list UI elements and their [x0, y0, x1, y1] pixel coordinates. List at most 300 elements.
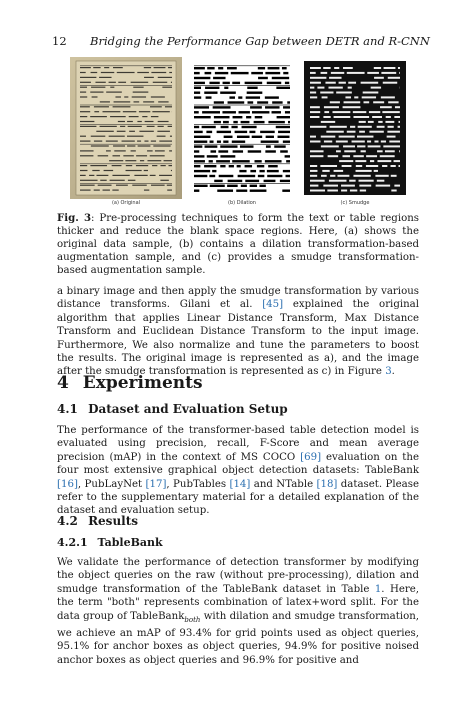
text-run: evaluation on the four most extensive graphical object detection datasets: TableBank	[57, 451, 419, 477]
text-stroke	[391, 175, 397, 177]
text-stroke	[342, 165, 352, 167]
citation-link[interactable]: [45]	[262, 299, 284, 311]
text-stroke	[232, 82, 240, 84]
text-stroke	[223, 82, 230, 84]
text-stroke	[239, 111, 250, 113]
text-stroke	[220, 92, 236, 94]
text-stroke	[194, 160, 205, 162]
text-stroke	[80, 155, 93, 156]
text-run: explained the original algorithm that applies Linear Distance Transform, Max Distance Transform and Euclidean Distance Transform to the input image. Furthermore, We also normalize and tune the parameters to boost the results. The original image is represented as a), and the image after the smudge transformation is represented as c) in Figure	[57, 299, 419, 378]
text-stroke	[96, 175, 108, 176]
paragraph-tablebank	[57, 556, 419, 667]
text-stroke	[80, 106, 90, 107]
text-stroke	[245, 82, 263, 84]
citation-link[interactable]: [16]	[57, 478, 78, 490]
text-stroke	[106, 150, 111, 151]
text-stroke	[374, 67, 381, 69]
text-run: and NTable	[250, 478, 317, 490]
text-stroke	[94, 190, 100, 191]
text-stroke	[96, 131, 113, 132]
figure-3	[70, 57, 408, 209]
text-stroke	[237, 165, 241, 167]
text-stroke	[324, 111, 329, 113]
text-stroke	[276, 126, 290, 128]
text-stroke	[310, 141, 320, 143]
text-stroke	[209, 160, 213, 162]
text-stroke	[214, 121, 221, 123]
table-rule	[194, 144, 290, 145]
text-stroke	[369, 131, 383, 133]
text-stroke	[398, 165, 400, 167]
text-stroke	[137, 141, 141, 142]
text-stroke	[268, 165, 278, 167]
text-stroke	[228, 101, 245, 103]
text-stroke	[272, 111, 281, 113]
text-stroke	[324, 141, 332, 143]
citation-link[interactable]: [14]	[229, 478, 251, 490]
text-stroke	[134, 175, 147, 176]
text-stroke	[131, 82, 149, 83]
text-stroke	[310, 126, 326, 128]
subsection-heading-dataset	[57, 402, 288, 416]
text-stroke	[194, 111, 199, 113]
text-stroke	[252, 136, 262, 138]
text-stroke	[310, 67, 321, 69]
page-number: 12	[52, 34, 67, 48]
text-stroke	[160, 165, 165, 166]
text-stroke	[371, 87, 381, 89]
text-stroke	[204, 165, 216, 167]
text-stroke	[384, 67, 396, 69]
text-stroke	[151, 141, 156, 142]
text-stroke	[206, 131, 212, 133]
table-rule	[80, 66, 172, 67]
text-stroke	[347, 72, 365, 74]
text-stroke	[250, 170, 256, 172]
text-stroke	[388, 101, 398, 103]
text-stroke	[363, 101, 369, 103]
text-run: The performance of the transformer-based table detection model is evaluated using precision, recall, F-Score and mean average precision (mAP) in the context of MS COCO	[57, 425, 419, 463]
text-stroke	[210, 141, 214, 143]
citation-link[interactable]: [18]	[316, 478, 338, 490]
text-stroke	[238, 96, 242, 98]
text-stroke	[100, 180, 106, 181]
subcaption-c: (c) Smudge	[340, 200, 370, 206]
text-stroke	[103, 111, 121, 112]
text-run: .	[391, 366, 395, 378]
text-stroke	[387, 131, 400, 133]
table-rule	[80, 105, 172, 106]
text-stroke	[138, 145, 151, 146]
text-stroke	[241, 185, 247, 187]
text-stroke	[383, 145, 400, 147]
text-stroke	[255, 160, 262, 162]
text-stroke	[112, 155, 120, 156]
text-stroke	[380, 106, 392, 108]
text-stroke	[334, 67, 339, 69]
text-stroke	[139, 111, 150, 112]
text-stroke	[113, 145, 125, 146]
text-stroke	[236, 190, 247, 192]
text-stroke	[250, 106, 262, 108]
text-stroke	[323, 67, 330, 69]
text-stroke	[360, 190, 366, 192]
text-stroke	[194, 175, 207, 177]
text-stroke	[194, 67, 205, 69]
text-stroke	[98, 185, 112, 186]
text-stroke	[258, 175, 264, 177]
figure-link[interactable]: 3	[385, 366, 392, 378]
text-stroke	[100, 126, 117, 127]
text-stroke	[336, 92, 352, 94]
text-stroke	[95, 82, 105, 83]
text-stroke	[378, 121, 382, 123]
text-stroke	[80, 116, 87, 117]
text-stroke	[383, 82, 397, 84]
text-stroke	[92, 96, 98, 97]
text-stroke	[144, 170, 148, 171]
text-stroke	[359, 131, 365, 133]
text-stroke	[80, 150, 94, 151]
table-rule	[194, 85, 290, 86]
text-stroke	[330, 101, 340, 103]
text-stroke	[264, 180, 276, 182]
text-stroke	[80, 180, 98, 181]
text-stroke	[377, 160, 391, 162]
text-stroke	[144, 77, 154, 78]
subsection-title: Results	[88, 514, 139, 528]
dilation-sample-image	[188, 57, 296, 199]
text-stroke	[94, 106, 109, 107]
text-stroke	[386, 116, 391, 118]
text-stroke	[147, 126, 155, 127]
text-stroke	[334, 116, 351, 118]
text-stroke	[248, 150, 261, 152]
text-stroke	[115, 96, 121, 97]
text-stroke	[283, 170, 290, 172]
text-stroke	[359, 121, 366, 123]
text-stroke	[285, 111, 290, 113]
text-stroke	[171, 170, 172, 171]
text-stroke	[381, 72, 396, 74]
text-stroke	[160, 180, 168, 181]
text-stroke	[124, 96, 128, 97]
text-stroke	[158, 77, 172, 78]
text-stroke	[368, 121, 374, 123]
table-rule	[80, 85, 172, 86]
text-stroke	[220, 165, 225, 167]
text-stroke	[194, 165, 200, 167]
text-stroke	[150, 106, 162, 107]
text-stroke	[385, 121, 394, 123]
text-stroke	[276, 87, 290, 89]
text-stroke	[374, 170, 378, 172]
text-stroke	[80, 72, 86, 73]
text-stroke	[240, 145, 254, 147]
text-stroke	[133, 101, 139, 102]
text-stroke	[224, 87, 228, 89]
text-stroke	[353, 111, 366, 113]
text-stroke	[223, 141, 228, 143]
text-stroke	[129, 131, 135, 132]
text-stroke	[363, 92, 379, 94]
text-stroke	[80, 165, 87, 166]
text-stroke	[98, 155, 109, 156]
text-stroke	[143, 101, 154, 102]
text-stroke	[355, 160, 366, 162]
text-stroke	[233, 121, 237, 123]
text-stroke	[112, 175, 129, 176]
text-stroke	[116, 185, 128, 186]
text-stroke	[92, 170, 99, 171]
text-stroke	[356, 165, 362, 167]
text-stroke	[352, 141, 365, 143]
subsection-title: Dataset and Evaluation Setup	[88, 402, 288, 416]
text-stroke	[171, 82, 172, 83]
text-stroke	[398, 67, 400, 69]
text-stroke	[283, 106, 290, 108]
text-stroke	[394, 160, 400, 162]
text-stroke	[310, 165, 317, 167]
text-run: with dilation and smudge transformation, we achieve an mAP of 93.4% for grid points used as object queries, 95.1% for anchor boxes as object queries, 94.9% for positive noised anchor boxes as object queries and 96.9% for positive and	[57, 610, 420, 666]
text-stroke	[280, 180, 290, 182]
text-stroke	[322, 170, 329, 172]
text-stroke	[377, 150, 383, 152]
text-stroke	[287, 101, 290, 103]
text-stroke	[132, 96, 146, 97]
text-stroke	[389, 141, 400, 143]
text-stroke	[321, 145, 339, 147]
text-stroke	[110, 116, 126, 117]
text-stroke	[288, 121, 290, 123]
text-stroke	[334, 170, 344, 172]
text-stroke	[283, 141, 290, 143]
text-stroke	[126, 170, 142, 171]
text-stroke	[205, 72, 212, 74]
text-stroke	[153, 82, 167, 83]
text-stroke	[280, 150, 288, 152]
text-stroke	[278, 136, 290, 138]
text-stroke	[341, 185, 355, 187]
text-stroke	[162, 87, 172, 88]
text-stroke	[80, 111, 90, 112]
text-stroke	[349, 180, 355, 182]
text-stroke	[374, 77, 384, 79]
text-stroke	[80, 175, 86, 176]
text-stroke	[158, 126, 164, 127]
text-stroke	[265, 72, 280, 74]
text-stroke	[229, 96, 235, 98]
text-stroke	[265, 106, 280, 108]
text-stroke	[317, 87, 324, 89]
text-stroke	[194, 141, 207, 143]
text-stroke	[232, 141, 245, 143]
subsection-heading-results	[57, 514, 138, 528]
text-stroke	[219, 175, 234, 177]
text-stroke	[286, 160, 290, 162]
text-stroke	[159, 141, 172, 142]
text-stroke	[249, 131, 255, 133]
text-stroke	[341, 190, 347, 192]
text-stroke	[221, 126, 229, 128]
text-stroke	[142, 116, 147, 117]
text-stroke	[233, 150, 243, 152]
text-stroke	[218, 150, 228, 152]
text-stroke	[339, 82, 346, 84]
text-stroke	[350, 190, 357, 192]
text-stroke	[158, 121, 169, 122]
text-stroke	[209, 175, 215, 177]
text-stroke	[109, 82, 116, 83]
text-stroke	[324, 106, 339, 108]
text-stroke	[259, 170, 264, 172]
text-stroke	[310, 150, 324, 152]
text-stroke	[147, 150, 153, 151]
text-stroke	[377, 180, 384, 182]
text-stroke	[267, 170, 279, 172]
text-stroke	[152, 165, 157, 166]
text-stroke	[144, 67, 151, 68]
text-stroke	[80, 141, 90, 142]
text-stroke	[132, 185, 147, 186]
text-stroke	[133, 92, 149, 93]
text-stroke	[194, 185, 208, 187]
text-stroke	[117, 131, 126, 132]
text-stroke	[323, 185, 338, 187]
text-stroke	[374, 141, 378, 143]
text-stroke	[165, 106, 172, 107]
text-stroke	[283, 72, 288, 74]
text-stroke	[267, 82, 281, 84]
smudge-sample-image	[302, 57, 408, 199]
text-stroke	[133, 87, 143, 88]
text-run: , PubLayNet	[77, 478, 146, 490]
table-rule	[194, 105, 290, 106]
text-stroke	[399, 150, 400, 152]
text-stroke	[210, 185, 225, 187]
text-stroke	[320, 165, 337, 167]
text-stroke	[223, 121, 229, 123]
text-stroke	[136, 155, 147, 156]
text-stroke	[388, 77, 400, 79]
table-rule	[80, 124, 172, 125]
text-stroke	[194, 82, 205, 84]
text-stroke	[250, 185, 257, 187]
text-stroke	[153, 145, 170, 146]
text-stroke	[368, 145, 381, 147]
text-stroke	[157, 131, 170, 132]
text-stroke	[382, 165, 387, 167]
text-stroke	[336, 141, 348, 143]
text-stroke	[117, 72, 135, 73]
text-stroke	[344, 150, 355, 152]
text-stroke	[106, 92, 122, 93]
text-stroke	[359, 180, 374, 182]
text-stroke	[80, 121, 94, 122]
text-stroke	[151, 72, 166, 73]
text-stroke	[382, 111, 399, 113]
figure-panel-smudge	[302, 57, 408, 199]
text-stroke	[194, 190, 199, 192]
text-stroke	[233, 116, 243, 118]
text-stroke	[94, 141, 102, 142]
text-stroke	[131, 150, 136, 151]
text-stroke	[137, 121, 141, 122]
text-stroke	[80, 82, 91, 83]
caption-label: Fig. 3	[57, 212, 92, 224]
text-stroke	[331, 72, 344, 74]
text-stroke	[259, 185, 265, 187]
text-stroke	[272, 101, 282, 103]
text-stroke	[127, 136, 143, 137]
text-stroke	[391, 190, 396, 192]
text-stroke	[310, 106, 320, 108]
text-stroke	[151, 116, 159, 117]
text-stroke	[90, 165, 107, 166]
text-stroke	[114, 101, 131, 102]
text-stroke	[362, 96, 376, 98]
text-stroke	[353, 155, 363, 157]
text-stroke	[238, 175, 256, 177]
text-run: a binary image and then apply the smudge transformation by various distance transforms. Gilani et al.	[57, 286, 419, 311]
text-stroke	[285, 82, 289, 84]
text-stroke	[168, 126, 172, 127]
text-stroke	[329, 77, 341, 79]
text-stroke	[213, 77, 225, 79]
text-stroke	[310, 190, 325, 192]
text-stroke	[217, 190, 233, 192]
text-stroke	[101, 72, 114, 73]
text-stroke	[327, 190, 338, 192]
text-stroke	[375, 175, 388, 177]
table-link[interactable]: 1	[374, 583, 382, 595]
text-stroke	[194, 150, 199, 152]
text-stroke	[220, 145, 237, 147]
figure-panel-dilation	[188, 57, 296, 199]
text-stroke	[367, 141, 371, 143]
text-stroke	[147, 160, 161, 161]
text-stroke	[246, 116, 251, 118]
text-stroke	[194, 116, 211, 118]
text-stroke	[80, 92, 86, 93]
paragraph-smudge	[57, 285, 419, 379]
section-number: 4	[57, 373, 69, 393]
text-stroke	[278, 131, 290, 133]
text-stroke	[361, 150, 366, 152]
text-stroke	[310, 136, 316, 138]
text-stroke	[235, 131, 248, 133]
text-stroke	[310, 92, 316, 94]
running-title: Bridging the Performance Gap between DETR and R-CNN	[90, 34, 430, 48]
text-stroke	[232, 160, 250, 162]
text-stroke	[354, 96, 358, 98]
text-stroke	[90, 116, 107, 117]
text-stroke	[80, 77, 96, 78]
text-stroke	[247, 101, 253, 103]
text-run: We validate the performance of detection transformer by modifying the object queries on the raw (without pre-processing), dilation and smudge transformation of the TableBank dataset in Table	[57, 557, 419, 595]
text-stroke	[205, 145, 218, 147]
text-stroke	[246, 96, 260, 98]
text-stroke	[265, 150, 276, 152]
text-stroke	[113, 106, 131, 107]
text-stroke	[357, 145, 365, 147]
text-stroke	[390, 165, 395, 167]
table-rule	[194, 164, 290, 165]
text-stroke	[398, 121, 400, 123]
text-stroke	[242, 126, 257, 128]
citation-link[interactable]: [69]	[300, 451, 322, 463]
citation-link[interactable]: [17]	[145, 478, 167, 490]
